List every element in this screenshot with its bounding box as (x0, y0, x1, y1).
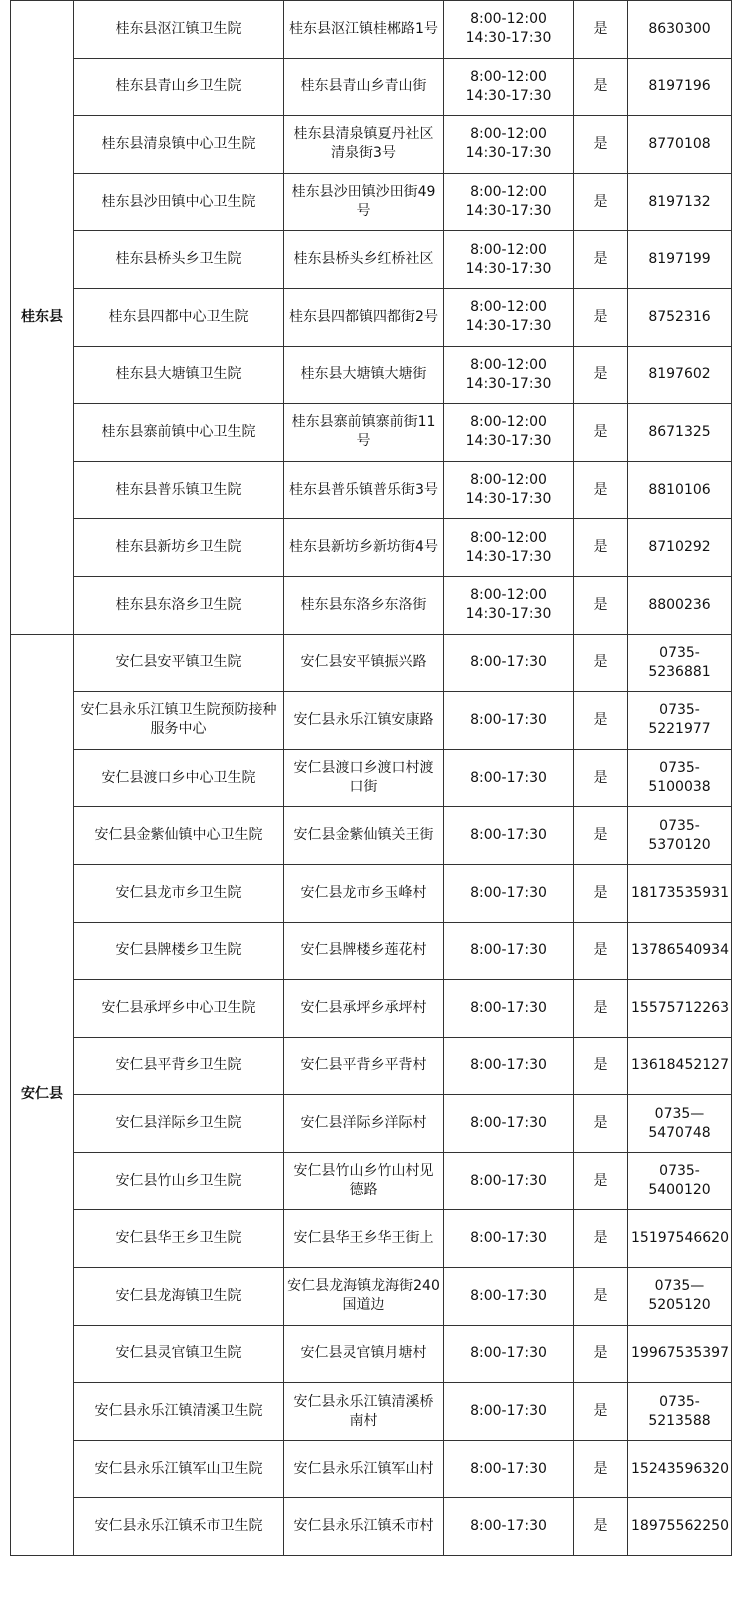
availability-cell: 是 (574, 1268, 628, 1326)
phone-cell: 8770108 (628, 116, 732, 174)
address-cell: 桂东县大塘镇大塘街 (284, 346, 444, 404)
phone-cell: 8710292 (628, 519, 732, 577)
phone-cell: 18975562250 (628, 1498, 732, 1556)
hours-cell: 8:00-12:00 14:30-17:30 (444, 404, 574, 462)
availability-cell: 是 (574, 634, 628, 692)
table-row (11, 807, 732, 865)
hours-cell: 8:00-17:30 (444, 1268, 574, 1326)
table-row (11, 1268, 732, 1326)
hours-cell: 8:00-17:30 (444, 864, 574, 922)
phone-cell: 18173535931 (628, 864, 732, 922)
availability-cell: 是 (574, 461, 628, 519)
availability-cell: 是 (574, 980, 628, 1038)
clinic-name-cell: 安仁县永乐江镇军山卫生院 (74, 1440, 284, 1498)
table-row (11, 634, 732, 692)
table-row (11, 692, 732, 750)
hours-cell: 8:00-17:30 (444, 1037, 574, 1095)
table-row (11, 1440, 732, 1498)
address-cell: 安仁县灵官镇月塘村 (284, 1325, 444, 1383)
address-cell: 安仁县金紫仙镇关王街 (284, 807, 444, 865)
phone-cell: 8671325 (628, 404, 732, 462)
phone-cell: 8197132 (628, 173, 732, 231)
availability-cell: 是 (574, 1095, 628, 1153)
clinic-name-cell: 安仁县永乐江镇清溪卫生院 (74, 1383, 284, 1441)
phone-cell: 13618452127 (628, 1037, 732, 1095)
clinic-name-cell: 桂东县普乐镇卫生院 (74, 461, 284, 519)
clinic-name-cell: 桂东县桥头乡卫生院 (74, 231, 284, 289)
clinic-name-cell: 桂东县清泉镇中心卫生院 (74, 116, 284, 174)
clinic-name-cell: 安仁县牌楼乡卫生院 (74, 922, 284, 980)
hours-cell: 8:00-12:00 14:30-17:30 (444, 58, 574, 116)
hours-cell: 8:00-17:30 (444, 692, 574, 750)
table-row (11, 288, 732, 346)
availability-cell: 是 (574, 1, 628, 59)
hours-cell: 8:00-17:30 (444, 980, 574, 1038)
clinic-name-cell: 桂东县沙田镇中心卫生院 (74, 173, 284, 231)
table-row (11, 980, 732, 1038)
availability-cell: 是 (574, 58, 628, 116)
availability-cell: 是 (574, 1383, 628, 1441)
clinic-name-cell: 安仁县安平镇卫生院 (74, 634, 284, 692)
address-cell: 安仁县牌楼乡莲花村 (284, 922, 444, 980)
address-cell: 安仁县渡口乡渡口村渡口街 (284, 749, 444, 807)
clinic-name-cell: 安仁县竹山乡卫生院 (74, 1152, 284, 1210)
address-cell: 安仁县永乐江镇清溪桥南村 (284, 1383, 444, 1441)
hours-cell: 8:00-17:30 (444, 1210, 574, 1268)
clinic-name-cell: 桂东县东洛乡卫生院 (74, 576, 284, 634)
availability-cell: 是 (574, 922, 628, 980)
table-row (11, 749, 732, 807)
address-cell: 安仁县永乐江镇禾市村 (284, 1498, 444, 1556)
table-row (11, 1, 732, 59)
hours-cell: 8:00-17:30 (444, 1498, 574, 1556)
clinic-name-cell: 桂东县青山乡卫生院 (74, 58, 284, 116)
phone-cell: 8752316 (628, 288, 732, 346)
address-cell: 安仁县平背乡平背村 (284, 1037, 444, 1095)
hours-cell: 8:00-17:30 (444, 1325, 574, 1383)
hours-cell: 8:00-12:00 14:30-17:30 (444, 288, 574, 346)
table-row (11, 1383, 732, 1441)
availability-cell: 是 (574, 864, 628, 922)
phone-cell: 0735—5205120 (628, 1268, 732, 1326)
table-row (11, 404, 732, 462)
availability-cell: 是 (574, 1210, 628, 1268)
address-cell: 桂东县寨前镇寨前街11号 (284, 404, 444, 462)
hours-cell: 8:00-17:30 (444, 634, 574, 692)
phone-cell: 0735-5370120 (628, 807, 732, 865)
table-row (11, 1325, 732, 1383)
hours-cell: 8:00-17:30 (444, 1152, 574, 1210)
phone-cell: 19967535397 (628, 1325, 732, 1383)
hours-cell: 8:00-17:30 (444, 922, 574, 980)
clinic-name-cell: 安仁县永乐江镇禾市卫生院 (74, 1498, 284, 1556)
availability-cell: 是 (574, 807, 628, 865)
address-cell: 安仁县永乐江镇军山村 (284, 1440, 444, 1498)
table-row (11, 1037, 732, 1095)
address-cell: 安仁县安平镇振兴路 (284, 634, 444, 692)
availability-cell: 是 (574, 519, 628, 577)
table-row (11, 922, 732, 980)
phone-cell: 0735-5221977 (628, 692, 732, 750)
hours-cell: 8:00-17:30 (444, 807, 574, 865)
phone-cell: 8197199 (628, 231, 732, 289)
hours-cell: 8:00-17:30 (444, 1440, 574, 1498)
address-cell: 桂东县清泉镇夏丹社区清泉街3号 (284, 116, 444, 174)
table-row (11, 1498, 732, 1556)
phone-cell: 0735—5470748 (628, 1095, 732, 1153)
hours-cell: 8:00-17:30 (444, 1383, 574, 1441)
clinic-name-cell: 安仁县永乐江镇卫生院预防接种服务中心 (74, 692, 284, 750)
availability-cell: 是 (574, 231, 628, 289)
address-cell: 桂东县青山乡青山街 (284, 58, 444, 116)
phone-cell: 0735-5400120 (628, 1152, 732, 1210)
availability-cell: 是 (574, 749, 628, 807)
phone-cell: 8800236 (628, 576, 732, 634)
availability-cell: 是 (574, 1152, 628, 1210)
availability-cell: 是 (574, 404, 628, 462)
phone-cell: 8197196 (628, 58, 732, 116)
table-row (11, 1210, 732, 1268)
clinic-name-cell: 桂东县大塘镇卫生院 (74, 346, 284, 404)
county-cell: 安仁县 (11, 634, 74, 1556)
address-cell: 桂东县桥头乡红桥社区 (284, 231, 444, 289)
table-row (11, 116, 732, 174)
phone-cell: 8197602 (628, 346, 732, 404)
table-row (11, 58, 732, 116)
hours-cell: 8:00-12:00 14:30-17:30 (444, 346, 574, 404)
address-cell: 安仁县龙市乡玉峰村 (284, 864, 444, 922)
availability-cell: 是 (574, 346, 628, 404)
hours-cell: 8:00-12:00 14:30-17:30 (444, 519, 574, 577)
table-row (11, 346, 732, 404)
phone-cell: 0735-5236881 (628, 634, 732, 692)
table-body (11, 1, 732, 1556)
address-cell: 安仁县竹山乡竹山村见德路 (284, 1152, 444, 1210)
phone-cell: 13786540934 (628, 922, 732, 980)
address-cell: 桂东县东洛乡东洛街 (284, 576, 444, 634)
table-row (11, 864, 732, 922)
availability-cell: 是 (574, 288, 628, 346)
table-row (11, 1095, 732, 1153)
county-cell: 桂东县 (11, 1, 74, 635)
clinic-name-cell: 桂东县寨前镇中心卫生院 (74, 404, 284, 462)
clinic-name-cell: 安仁县华王乡卫生院 (74, 1210, 284, 1268)
table-row (11, 461, 732, 519)
clinic-name-cell: 安仁县平背乡卫生院 (74, 1037, 284, 1095)
hours-cell: 8:00-12:00 14:30-17:30 (444, 173, 574, 231)
address-cell: 安仁县华王乡华王街上 (284, 1210, 444, 1268)
availability-cell: 是 (574, 576, 628, 634)
table-row (11, 231, 732, 289)
table-row (11, 576, 732, 634)
clinic-name-cell: 桂东县沤江镇卫生院 (74, 1, 284, 59)
clinic-name-cell: 安仁县龙市乡卫生院 (74, 864, 284, 922)
clinic-name-cell: 安仁县渡口乡中心卫生院 (74, 749, 284, 807)
clinic-name-cell: 桂东县四都中心卫生院 (74, 288, 284, 346)
table-row (11, 519, 732, 577)
vaccination-site-table (10, 0, 732, 1556)
availability-cell: 是 (574, 692, 628, 750)
address-cell: 安仁县洋际乡洋际村 (284, 1095, 444, 1153)
hours-cell: 8:00-12:00 14:30-17:30 (444, 231, 574, 289)
phone-cell: 8630300 (628, 1, 732, 59)
hours-cell: 8:00-12:00 14:30-17:30 (444, 576, 574, 634)
address-cell: 桂东县普乐镇普乐街3号 (284, 461, 444, 519)
hours-cell: 8:00-17:30 (444, 1095, 574, 1153)
availability-cell: 是 (574, 1440, 628, 1498)
table-row (11, 1152, 732, 1210)
clinic-name-cell: 安仁县灵官镇卫生院 (74, 1325, 284, 1383)
address-cell: 安仁县永乐江镇安康路 (284, 692, 444, 750)
clinic-name-cell: 安仁县洋际乡卫生院 (74, 1095, 284, 1153)
availability-cell: 是 (574, 1325, 628, 1383)
availability-cell: 是 (574, 1037, 628, 1095)
hours-cell: 8:00-12:00 14:30-17:30 (444, 1, 574, 59)
address-cell: 桂东县四都镇四都街2号 (284, 288, 444, 346)
table-row (11, 173, 732, 231)
phone-cell: 0735-5213588 (628, 1383, 732, 1441)
clinic-name-cell: 桂东县新坊乡卫生院 (74, 519, 284, 577)
address-cell: 桂东县沤江镇桂郴路1号 (284, 1, 444, 59)
phone-cell: 15575712263 (628, 980, 732, 1038)
address-cell: 安仁县龙海镇龙海街240国道边 (284, 1268, 444, 1326)
hours-cell: 8:00-12:00 14:30-17:30 (444, 461, 574, 519)
clinic-name-cell: 安仁县金紫仙镇中心卫生院 (74, 807, 284, 865)
hours-cell: 8:00-12:00 14:30-17:30 (444, 116, 574, 174)
clinic-name-cell: 安仁县承坪乡中心卫生院 (74, 980, 284, 1038)
phone-cell: 15197546620 (628, 1210, 732, 1268)
address-cell: 桂东县沙田镇沙田街49号 (284, 173, 444, 231)
phone-cell: 15243596320 (628, 1440, 732, 1498)
availability-cell: 是 (574, 173, 628, 231)
clinic-name-cell: 安仁县龙海镇卫生院 (74, 1268, 284, 1326)
phone-cell: 8810106 (628, 461, 732, 519)
phone-cell: 0735-5100038 (628, 749, 732, 807)
address-cell: 桂东县新坊乡新坊街4号 (284, 519, 444, 577)
hours-cell: 8:00-17:30 (444, 749, 574, 807)
address-cell: 安仁县承坪乡承坪村 (284, 980, 444, 1038)
availability-cell: 是 (574, 1498, 628, 1556)
availability-cell: 是 (574, 116, 628, 174)
